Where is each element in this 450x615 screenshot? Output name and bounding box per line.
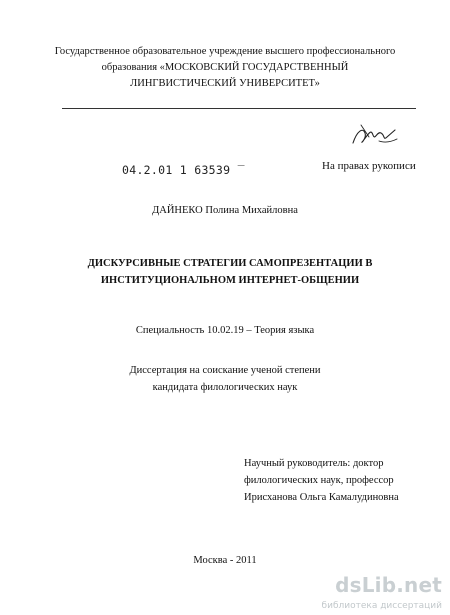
handwritten-signature bbox=[349, 121, 401, 151]
title-line: ДИСКУРСИВНЫЕ СТРАТЕГИИ САМОПРЕЗЕНТАЦИИ В bbox=[87, 258, 373, 269]
manuscript-rights-note: На правах рукописи bbox=[322, 160, 416, 172]
city-year: Москва - 2011 bbox=[193, 555, 257, 566]
supervisor-line: Научный руководитель: доктор bbox=[244, 458, 384, 469]
degree-line: кандидата филологических наук bbox=[152, 382, 298, 393]
registration-number: 04.2.01 1 63539 ‾ bbox=[122, 163, 245, 177]
org-line: Государственное образовательное учреждение высшего профессионального bbox=[54, 46, 396, 57]
header-divider bbox=[62, 108, 416, 109]
title-line: ИНСТИТУЦИОНАЛЬНОМ ИНТЕРНЕТ-ОБЩЕНИИ bbox=[100, 275, 360, 286]
org-line: образования «МОСКОВСКИЙ ГОСУДАРСТВЕННЫЙ bbox=[101, 62, 349, 73]
specialty-line: Специальность 10.02.19 – Теория языка bbox=[135, 325, 315, 336]
supervisor-block bbox=[244, 455, 399, 506]
site-watermark bbox=[321, 573, 442, 611]
supervisor-line: Ирисханова Ольга Камалудиновна bbox=[244, 492, 399, 503]
organization-header bbox=[30, 44, 420, 92]
watermark-logo: dsLib.net bbox=[335, 573, 442, 597]
dissertation-title bbox=[30, 255, 430, 289]
degree-statement bbox=[0, 362, 450, 396]
author-name: ДАЙНЕКО Полина Михайловна bbox=[152, 205, 298, 216]
supervisor-line: филологических наук, профессор bbox=[244, 475, 394, 486]
org-line: ЛИНГВИСТИЧЕСКИЙ УНИВЕРСИТЕТ» bbox=[130, 78, 320, 89]
degree-line: Диссертация на соискание ученой степени bbox=[129, 365, 321, 376]
watermark-subtitle: библиотека диссертаций bbox=[321, 601, 442, 611]
